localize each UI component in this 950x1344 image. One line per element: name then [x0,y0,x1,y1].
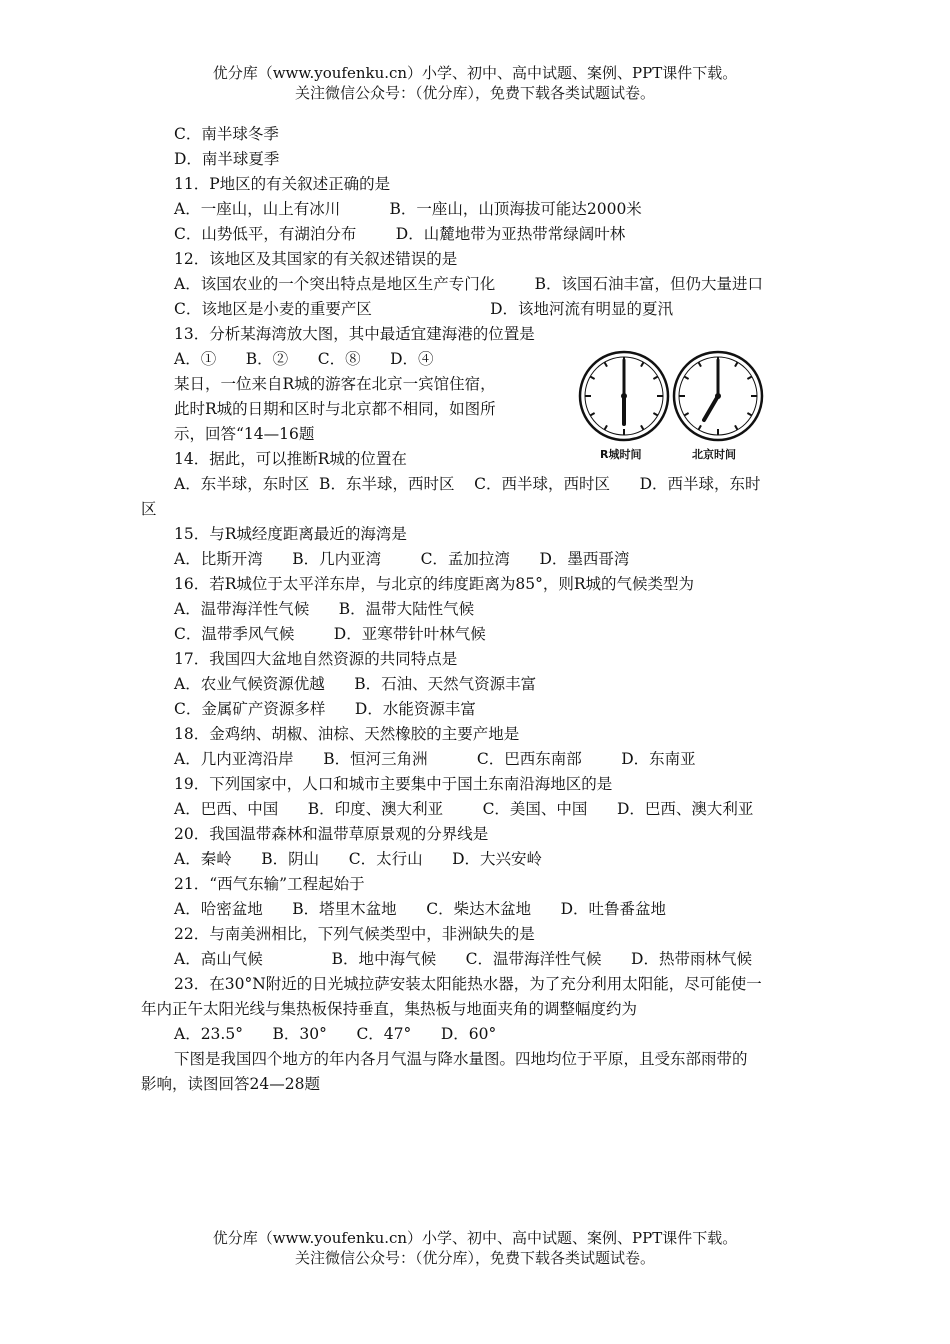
text-line: D．南半球夏季 [174,150,280,168]
text-line: 17．我国四大盆地自然资源的共同特点是 [174,650,458,668]
text-line: A．① B．② C．⑧ D．④ [174,350,434,368]
text-line: C．山势低平，有湖泊分布 D．山麓地带为亚热带常绿阔叶林 [174,225,626,243]
text-line: 11．P地区的有关叙述正确的是 [174,175,391,193]
text-line: 此时R城的日期和区时与北京都不相同，如图所 [174,400,496,418]
text-line: A．高山气候 B．地中海气候 C．温带海洋性气候 D．热带雨林气候 [174,950,752,968]
text-line: 14．据此，可以推断R城的位置在 [174,450,407,468]
text-line: 示，回答“14—16题 [174,425,315,443]
text-line: A．一座山，山上有冰川 B．一座山，山顶海拔可能达2000米 [174,200,642,218]
text-line: 22．与南美洲相比，下列气候类型中，非洲缺失的是 [174,925,535,943]
page-header-line2: 关注微信公众号：（优分库），免费下载各类试题试卷。 [294,84,655,102]
r-city-time-label: R城时间 [600,448,642,461]
text-line: A．东半球，东时区 B．东半球，西时区 C．西半球，西时区 D．西半球，东时 [174,475,761,493]
text-line: 16．若R城位于太平洋东岸，与北京的纬度距离为85°，则R城的气候类型为 [174,575,695,593]
text-line: 某日，一位来自R城的游客在北京一宾馆住宿， [174,375,496,393]
text-line: 影响，读图回答24—28题 [141,1075,320,1093]
text-line: A．比斯开湾 B．几内亚湾 C．孟加拉湾 D．墨西哥湾 [174,550,630,568]
text-line: C．温带季风气候 D．亚寒带针叶林气候 [174,625,486,643]
beijing-time-label: 北京时间 [692,448,736,461]
text-line: 13．分析某海湾放大图，其中最适宜建海港的位置是 [174,325,535,343]
text-line: C．该地区是小麦的重要产区 D．该地河流有明显的夏汛 [174,300,674,318]
text-line: 23．在30°N附近的日光城拉萨安装太阳能热水器，为了充分利用太阳能，尽可能使一 [174,975,762,993]
clock-figure [574,346,810,464]
text-line: A．哈密盆地 B．塔里木盆地 C．柴达木盆地 D．吐鲁番盆地 [174,900,667,918]
text-line: A．几内亚湾沿岸 B．恒河三角洲 C．巴西东南部 D．东南亚 [174,750,696,768]
text-line: A．23.5° B．30° C．47° D．60° [174,1025,497,1043]
text-line: 20．我国温带森林和温带草原景观的分界线是 [174,825,489,843]
text-line: 下图是我国四个地方的年内各月气温与降水量图。四地均位于平原，且受东部雨带的 [174,1050,748,1068]
text-line: 年内正午太阳光线与集热板保持垂直，集热板与地面夹角的调整幅度约为 [141,1000,638,1018]
page-footer-line1: 优分库（www.youfenku.cn）小学、初中、高中试题、案例、PPT课件下载。 [212,1229,738,1247]
text-line: A．巴西、中国 B．印度、澳大利亚 C．美国、中国 D．巴西、澳大利亚 [174,800,754,818]
r-city-clock [580,352,668,440]
text-line: A．该国农业的一个突出特点是地区生产专门化 B．该国石油丰富，但仍大量进口 [174,275,764,293]
page-header-line1: 优分库（www.youfenku.cn）小学、初中、高中试题、案例、PPT课件下载。 [212,64,738,82]
text-line: 15．与R城经度距离最近的海湾是 [174,525,407,543]
text-line: 19．下列国家中，人口和城市主要集中于国土东南沿海地区的是 [174,775,613,793]
text-line: 18．金鸡纳、胡椒、油棕、天然橡胶的主要产地是 [174,725,520,743]
text-line: 12．该地区及其国家的有关叙述错误的是 [174,250,458,268]
text-line: A．温带海洋性气候 B．温带大陆性气候 [174,600,475,618]
text-line: 21．“西气东输”工程起始于 [174,875,365,893]
text-line: C．金属矿产资源多样 D．水能资源丰富 [174,700,476,718]
text-line: A．秦岭 B．阴山 C．太行山 D．大兴安岭 [174,850,543,868]
page-footer-line2: 关注微信公众号：（优分库），免费下载各类试题试卷。 [294,1249,655,1267]
text-line: C．南半球冬季 [174,125,279,143]
clock-diagram [574,346,810,446]
text-line: 区 [141,500,157,518]
text-line: A．农业气候资源优越 B．石油、天然气资源丰富 [174,675,537,693]
beijing-clock [674,352,762,440]
